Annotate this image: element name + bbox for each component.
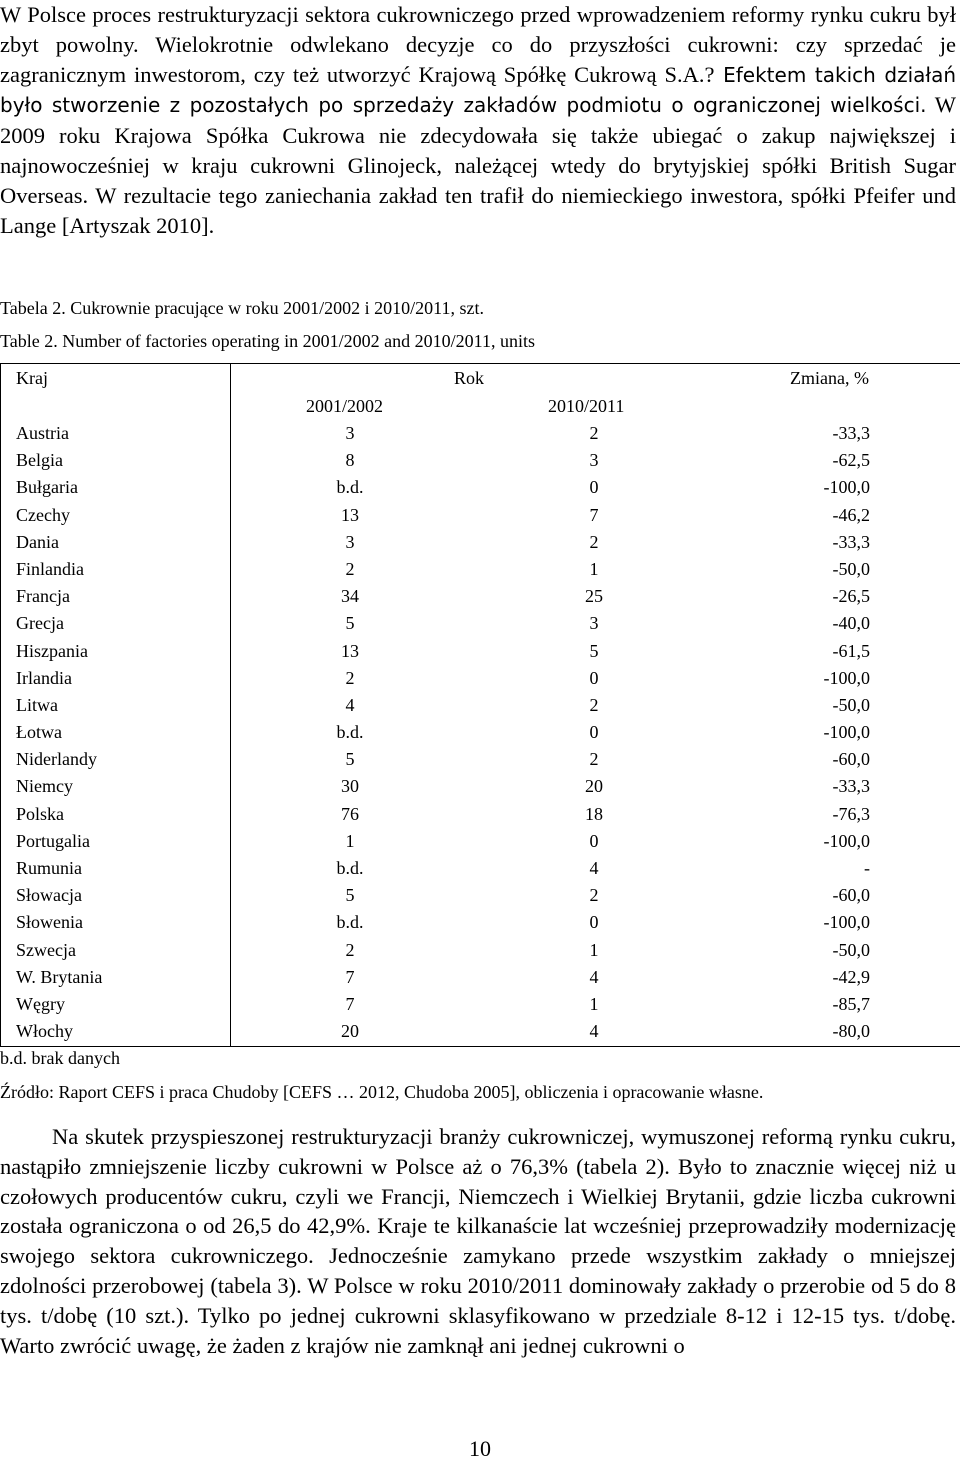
cell-2001-2002: b.d. (336, 858, 364, 878)
cell-2010-2011: 5 (589, 640, 599, 661)
cell-change: -50,0 (832, 939, 870, 960)
cell-country: Bułgaria (16, 477, 78, 498)
cell-change: -33,3 (832, 423, 870, 443)
cell-change: -50,0 (832, 694, 870, 715)
cell-change: -100,0 (823, 722, 870, 743)
cell-2010-2011: 1 (589, 939, 599, 960)
cell-change: -50,0 (832, 558, 870, 579)
cell-2010-2011: 18 (585, 803, 603, 824)
cell-change: -62,5 (832, 450, 870, 471)
cell-2001-2002: b.d. (336, 722, 364, 743)
paragraph-analysis-text: Na skutek przyspieszonej restrukturyzacji branży cukrowniczej, wymuszonej reformą rynku cukru, nastąpiło zmniejszenie liczby cukrowni w Polsce aż o 76,3% (tabela 2). Było to znacznie więcej niż u czołowych producentów cukru, czyli we Francji, Niemczech i Wielkiej Brytanii, gdzie liczba cukrowni została ograniczona o od 26,5 do 42,9%. Kraje te kilkanaście lat wcześniej przeprowadziły modernizację swojego sektora cukrowniczego. Jednocześnie zamykano przede wszystkim zakłady o mniejszej zdolności przerobowej (tabela 3). W Polsce w roku 2010/2011 dominowały zakłady o przerobie od 5 do 8 tys. t/dobę (10 szt.). Tylko po jednej cukrowni sklasyfikowano w przedziale 8-12 i 12-15 tys. t/dobę. Warto zwrócić uwagę, że żaden z krajów nie zamknął ani jednej cukrowni o (0, 1124, 956, 1358)
cell-change: -33,3 (832, 776, 870, 797)
cell-2010-2011: 4 (589, 858, 599, 878)
cell-change: - (864, 858, 870, 878)
cell-country: Słowenia (16, 912, 83, 933)
table-row (0, 420, 960, 447)
table-caption-pl: Tabela 2. Cukrownie pracujące w roku 2001/2002 i 2010/2011, szt. (0, 298, 484, 318)
table-row (0, 583, 960, 610)
cell-change: -40,0 (832, 613, 870, 634)
table-row (0, 447, 960, 474)
header-year-a: 2001/2002 (306, 396, 384, 416)
paragraph-intro-part2: Efektem takich działań było stworzenie z pozostałych po sprzedaży zakładów podmiotu o ograniczonej wielkości. (0, 62, 957, 118)
table-row (0, 665, 960, 692)
cell-change: -33,3 (832, 531, 870, 552)
cell-2001-2002: 5 (345, 749, 355, 770)
cell-change: -76,3 (832, 803, 870, 824)
cell-country: Portugalia (16, 830, 90, 851)
cell-change: -85,7 (832, 993, 870, 1014)
cell-change: -80,0 (832, 1021, 870, 1042)
cell-country: Belgia (16, 450, 63, 471)
cell-2001-2002: 13 (341, 504, 359, 525)
cell-2010-2011: 20 (585, 776, 603, 797)
cell-2010-2011: 7 (589, 504, 599, 525)
cell-2010-2011: 2 (589, 694, 599, 715)
table-caption-en: Table 2. Number of factories operating in 2001/2002 and 2010/2011, units (0, 331, 535, 351)
cell-change: -61,5 (832, 640, 870, 661)
cell-2010-2011: 25 (585, 586, 603, 607)
cell-country: Hiszpania (16, 640, 88, 661)
cell-change: -100,0 (823, 830, 870, 851)
cell-2010-2011: 3 (589, 613, 599, 634)
table-row (0, 937, 960, 964)
cell-2010-2011: 2 (589, 749, 599, 770)
cell-country: Czechy (16, 504, 70, 525)
table-source: Źródło: Raport CEFS i praca Chudoby [CEFS … 2012, Chudoba 2005], obliczenia i opracowanie własne. (0, 1082, 764, 1102)
cell-country: Irlandia (16, 667, 72, 688)
cell-2010-2011: 2 (589, 885, 599, 906)
cell-country: Francja (16, 586, 70, 607)
cell-2010-2011: 1 (589, 558, 599, 579)
table-row (0, 909, 960, 936)
cell-country: Austria (16, 423, 69, 443)
cell-country: Łotwa (16, 722, 62, 743)
header-country: Kraj (16, 368, 48, 388)
cell-2001-2002: b.d. (336, 912, 364, 933)
cell-country: Niemcy (16, 776, 73, 797)
cell-country: Węgry (16, 993, 65, 1014)
cell-2001-2002: 1 (345, 830, 355, 851)
cell-2001-2002: 7 (345, 993, 355, 1014)
cell-change: -100,0 (823, 477, 870, 498)
table-row (0, 746, 960, 773)
cell-change: -26,5 (832, 586, 870, 607)
table-row (0, 773, 960, 800)
cell-country: Włochy (16, 1021, 73, 1042)
cell-2010-2011: 0 (589, 477, 599, 498)
table-row (0, 556, 960, 583)
cell-2001-2002: 5 (345, 885, 355, 906)
header-change: Zmiana, % (790, 368, 869, 388)
page-number: 10 (469, 1436, 491, 1461)
cell-country: Rumunia (16, 858, 82, 878)
table-row (0, 882, 960, 909)
cell-country: Niderlandy (16, 749, 97, 770)
cell-change: -42,9 (832, 966, 870, 987)
cell-change: -60,0 (832, 749, 870, 770)
table-top-rule (0, 363, 960, 364)
cell-2001-2002: 8 (345, 450, 355, 471)
table-row (0, 474, 960, 501)
cell-country: Szwecja (16, 939, 76, 960)
cell-2010-2011: 3 (589, 450, 599, 471)
cell-change: -100,0 (823, 912, 870, 933)
paragraph-intro (0, 0, 956, 240)
table-row (0, 719, 960, 746)
cell-2001-2002: 3 (345, 531, 355, 552)
paragraph-intro-part1: W Polsce proces restrukturyzacji sektora cukrowniczego przed wprowadzeniem reformy rynku cukru był zbyt powolny. Wielokrotnie odwlekano decyzje co do przyszłości cukrowni: czy sprzedać je zagranicznym inwestorom, czy też utworzyć Krajową Spółkę Cukrową S.A.? (0, 2, 956, 87)
cell-2001-2002: 5 (345, 613, 355, 634)
table-row (0, 638, 960, 665)
table-row (0, 1018, 960, 1045)
table-row (0, 964, 960, 991)
cell-2001-2002: 30 (341, 776, 359, 797)
cell-2010-2011: 4 (589, 966, 599, 987)
table-row (0, 801, 960, 828)
cell-2010-2011: 0 (589, 830, 599, 851)
cell-change: -60,0 (832, 885, 870, 906)
cell-2001-2002: b.d. (336, 477, 364, 498)
table-row (0, 692, 960, 719)
table-row (0, 855, 960, 882)
header-year-group: Rok (454, 368, 485, 388)
cell-2001-2002: 20 (341, 1021, 359, 1042)
table-bottom-rule (0, 1046, 960, 1047)
paragraph-intro-part3: W 2009 roku Krajowa Spółka Cukrowa nie zdecydowała się także ubiegać o zakup największej i najnowocześniej w kraju cukrowni Glinojeck, należącej wtedy do brytyjskiej spółki British Sugar Overseas. W rezultacie tego zaniechania zakład ten trafił do niemieckiego inwestora, spółki Pfeifer und Lange [Artyszak 2010]. (0, 92, 956, 238)
table-body (0, 420, 960, 1045)
cell-2010-2011: 2 (589, 423, 599, 443)
table-row (0, 529, 960, 556)
table-note: b.d. brak danych (0, 1048, 120, 1068)
cell-2010-2011: 0 (589, 667, 599, 688)
cell-country: Słowacja (16, 885, 82, 906)
cell-country: W. Brytania (16, 966, 103, 987)
cell-2010-2011: 0 (589, 912, 599, 933)
paragraph-analysis (0, 1122, 956, 1360)
cell-2001-2002: 2 (345, 558, 355, 579)
cell-country: Grecja (16, 613, 64, 634)
cell-2010-2011: 0 (589, 722, 599, 743)
cell-2001-2002: 4 (345, 694, 355, 715)
cell-2010-2011: 1 (589, 993, 599, 1014)
table-row (0, 991, 960, 1018)
table-row (0, 502, 960, 529)
table-row (0, 828, 960, 855)
cell-2001-2002: 2 (345, 667, 355, 688)
table-row (0, 610, 960, 637)
cell-country: Litwa (16, 694, 58, 715)
cell-country: Polska (16, 803, 65, 824)
cell-2010-2011: 4 (589, 1021, 599, 1042)
cell-2001-2002: 7 (345, 966, 355, 987)
cell-2010-2011: 2 (589, 531, 599, 552)
cell-2001-2002: 76 (341, 803, 359, 824)
cell-2001-2002: 2 (345, 939, 355, 960)
cell-country: Dania (16, 531, 59, 552)
cell-2001-2002: 3 (345, 423, 355, 443)
cell-2001-2002: 13 (341, 640, 359, 661)
header-year-b: 2010/2011 (548, 396, 625, 416)
cell-country: Finlandia (16, 558, 84, 579)
cell-change: -100,0 (823, 667, 870, 688)
cell-change: -46,2 (832, 504, 870, 525)
cell-2001-2002: 34 (341, 586, 359, 607)
